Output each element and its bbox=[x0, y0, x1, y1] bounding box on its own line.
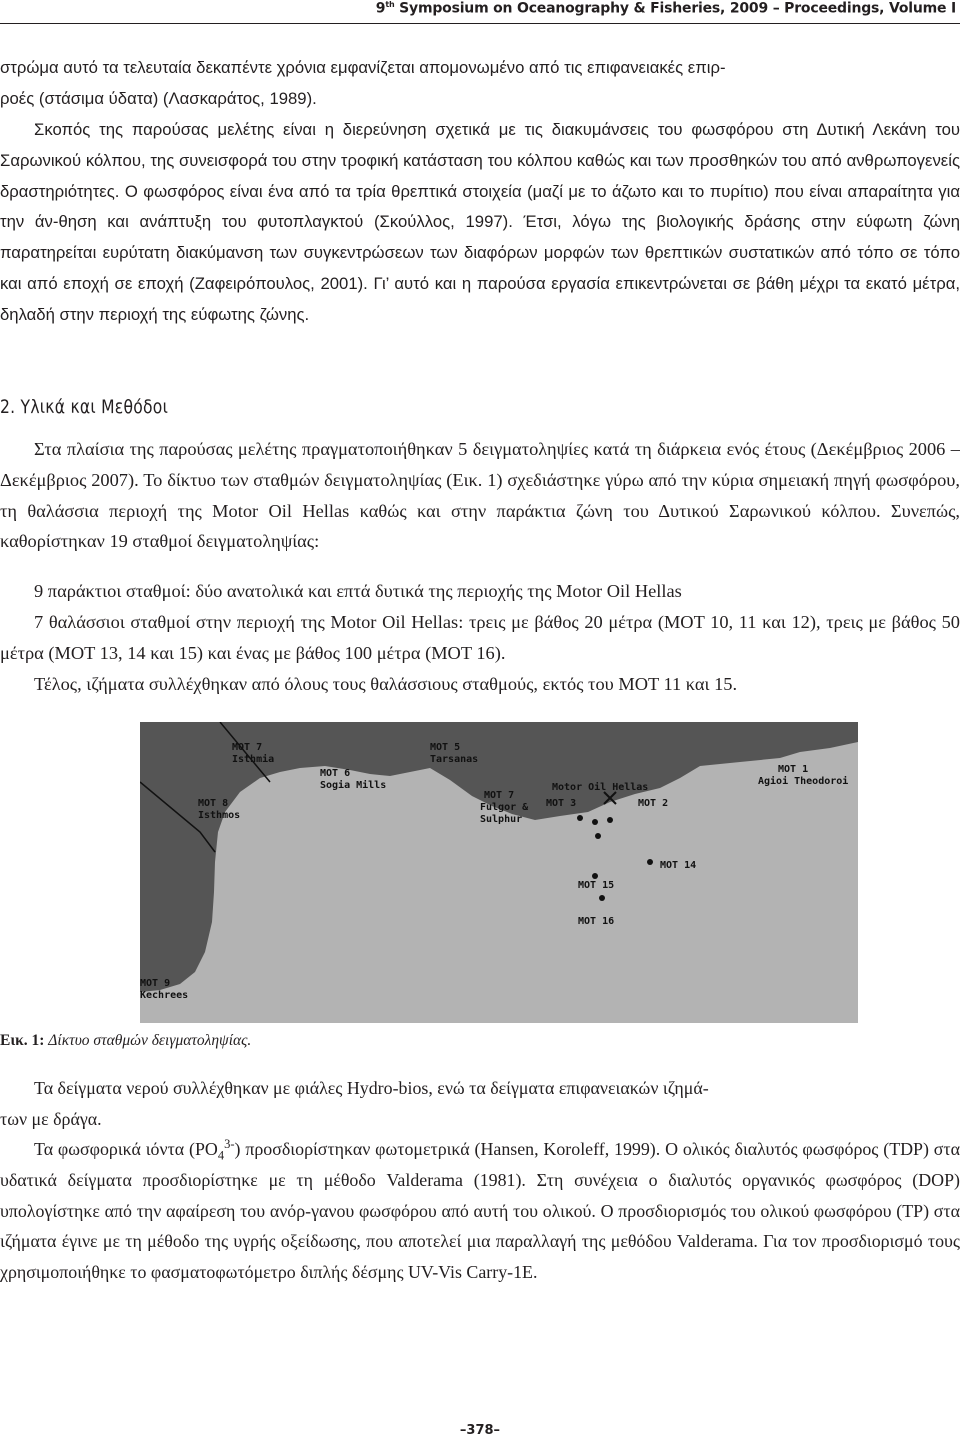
analysis-paragraph: Τα φωσφορικά ιόντα $(PO_4^{3-})$ προσδιορίστηκαν φωτομετρικά (Hansen, Koroleff, 1999). Ο ολικός διαλυτός φωσφόρος (TDP) στα υδατικά δείγματα προσδιορίστηκε με τη μέθοδο Valderama (1981). Στη συνέχεια ο διαλυτός οργανικός φωσφόρος (DOP) υπολογίστηκε από την αφαίρεση του ανόρ-γανου φωσφόρου από αυτή του ολικού. Ο προσδιορισμός του ολικού φωσφόρου (TP) στα ιζήματα έγινε με τη μέθοδο της υγρής οξείδωσης, που αποτελεί μια παραλλαγή της μεθόδου Valderama. Για τον προσδιορισμό τους χρησιμοποιήθηκε το φασματοφωτόμετρο διπλής δέσμης UV-Vis Carry-1E. bbox=[0, 1137, 960, 1283]
station-dot bbox=[599, 895, 605, 901]
section-heading: 2. Υλικά και Μεθόδοι bbox=[0, 396, 169, 418]
label-mot15: MOT 15 bbox=[578, 880, 615, 891]
analysis-line-2: των με δράγα. bbox=[0, 1109, 102, 1129]
figure-caption bbox=[0, 1032, 251, 1050]
label-mot7: MOT 7 bbox=[232, 742, 263, 753]
label-mot9: MOT 9 bbox=[140, 978, 171, 989]
label-mot2: MOT 2 bbox=[638, 798, 669, 809]
station-dot bbox=[607, 817, 613, 823]
methods-paragraph: Στα πλαίσια της παρούσας μελέτης πραγματοποιήθηκαν 5 δειγματοληψίες κατά τη διάρκεια ενός έτους (Δεκέμβριος 2006 – Δεκέμβριος 2007). Το δίκτυο των σταθμών δειγματοληψίας (Εικ. 1) σχεδιάστηκε γύρω από την κύρια σημειακή πηγή φωσφόρου, τη θαλάσσια περιοχή της Motor Oil Hellas καθώς και στην παράκτια ζώνη του Δυτικού Σαρωνικού κόλπου. Συνεπώς, καθορίστηκαν 19 σταθμοί δειγματοληψίας: bbox=[0, 439, 960, 552]
label-mot1: MOT 1 bbox=[778, 764, 809, 775]
header-rule bbox=[0, 23, 960, 24]
label-sogia-mills: Sogia Mills bbox=[320, 780, 387, 791]
station-dot bbox=[647, 859, 653, 865]
station-dot bbox=[592, 819, 598, 825]
label-tarsanas: Tarsanas bbox=[430, 754, 479, 765]
running-header: 9th Symposium on Oceanography & Fisheries, 2009 – Proceedings, Volume I bbox=[375, 0, 956, 17]
label-kechrees: Kechrees bbox=[140, 990, 189, 1001]
page-number: –378– bbox=[459, 1423, 501, 1438]
methods-item-sediments: Τέλος, ιζήματα συλλέχθηκαν από όλους τους θαλάσσιους σταθμούς, εκτός του MOT 11 και 15. bbox=[34, 674, 738, 694]
label-mot14: MOT 14 bbox=[660, 860, 697, 871]
station-dot bbox=[592, 873, 598, 879]
label-agioi-theodoroi: Agioi Theodoroi bbox=[758, 776, 849, 787]
label-fulgor: Fulgor & bbox=[480, 802, 529, 813]
label-isthmos: Isthmos bbox=[198, 810, 241, 821]
label-mot3: MOT 3 bbox=[546, 798, 577, 809]
label-mot5: MOT 5 bbox=[430, 742, 461, 753]
label-sulphur: Sulphur bbox=[480, 814, 523, 825]
station-map bbox=[140, 722, 858, 1023]
methods-item-coastal: 9 παράκτιοι σταθμοί: δύο ανατολικά και επτά δυτικά της περιοχής της Motor Oil Hellas bbox=[34, 581, 682, 601]
label-mot16: MOT 16 bbox=[578, 916, 615, 927]
label-mot8: MOT 8 bbox=[198, 798, 229, 809]
intro-paragraph: Σκοπός της παρούσας μελέτης είναι η διερεύνηση σχετικά με τις διακυμάνσεις του φωσφόρου στη Δυτική Λεκάνη του Σαρωνικού κόλπου, της συνεισφορά του στην τροφική κατάσταση του κόλπου καθώς και των προσθηκών του από ανθρωπογενείς δραστηριότητες. Ο φωσφόρος είναι ένα από τα τρία θρεπτικά στοιχεία (μαζί με το άζωτο και το πυρίτιο) που είναι απαραίτητα για την άν-θηση και ανάπτυξη του φυτοπλαγκτού (Σκούλλος, 1997). Έτσι, λόγω της βιολογικής δράσης στην εύφωτη ζώνη παρατηρείται ευρύτατη διακύμανση των συγκεντρώσεων των διαφόρων μορφών των θρεπτικών συστατικών από τόπο σε τόπο και από εποχή σε εποχή (Ζαφειρόπουλος, 2001). Γι’ αυτό και η παρούσα εργασία επικεντρώνεται σε βάθη μέχρι τα εκατό μέτρα, δηλαδή στην περιοχή της εύφωτης ζώνης. bbox=[0, 120, 960, 324]
station-map-figure bbox=[140, 722, 858, 1023]
label-mot7-fulgor: MOT 7 bbox=[484, 790, 515, 801]
methods-item-marine: 7 θαλάσσιοι σταθμοί στην περιοχή της Motor Oil Hellas: τρεις με βάθος 20 μέτρα (MOT 10, 11 και 12), τρεις με βάθος 50 μέτρα (MOT 13, 14 και 15) και ένας με βάθος 100 μέτρα (MOT 16). bbox=[0, 612, 960, 663]
caption-label: Εικ. 1: bbox=[0, 1032, 45, 1049]
station-dot bbox=[595, 833, 601, 839]
station-dot bbox=[577, 815, 583, 821]
caption-text: Δίκτυο σταθμών δειγματοληψίας. bbox=[48, 1032, 252, 1049]
analysis-line-1: Τα δείγματα νερού συλλέχθηκαν με φιάλες Hydro-bios, ενώ τα δείγματα επιφανειακών ιζημά- bbox=[34, 1078, 709, 1098]
label-mot6: MOT 6 bbox=[320, 768, 351, 779]
label-isthmia: Isthmia bbox=[232, 754, 275, 765]
label-motor-oil-hellas: Motor Oil Hellas bbox=[552, 782, 649, 793]
intro-line-1: στρώμα αυτό τα τελευταία δεκαπέντε χρόνια εμφανίζεται απομονωμένο από τις επιφανειακές επιρ- bbox=[0, 58, 726, 77]
intro-line-2: ροές (στάσιμα ύδατα) (Λασκαράτος, 1989). bbox=[0, 89, 317, 108]
